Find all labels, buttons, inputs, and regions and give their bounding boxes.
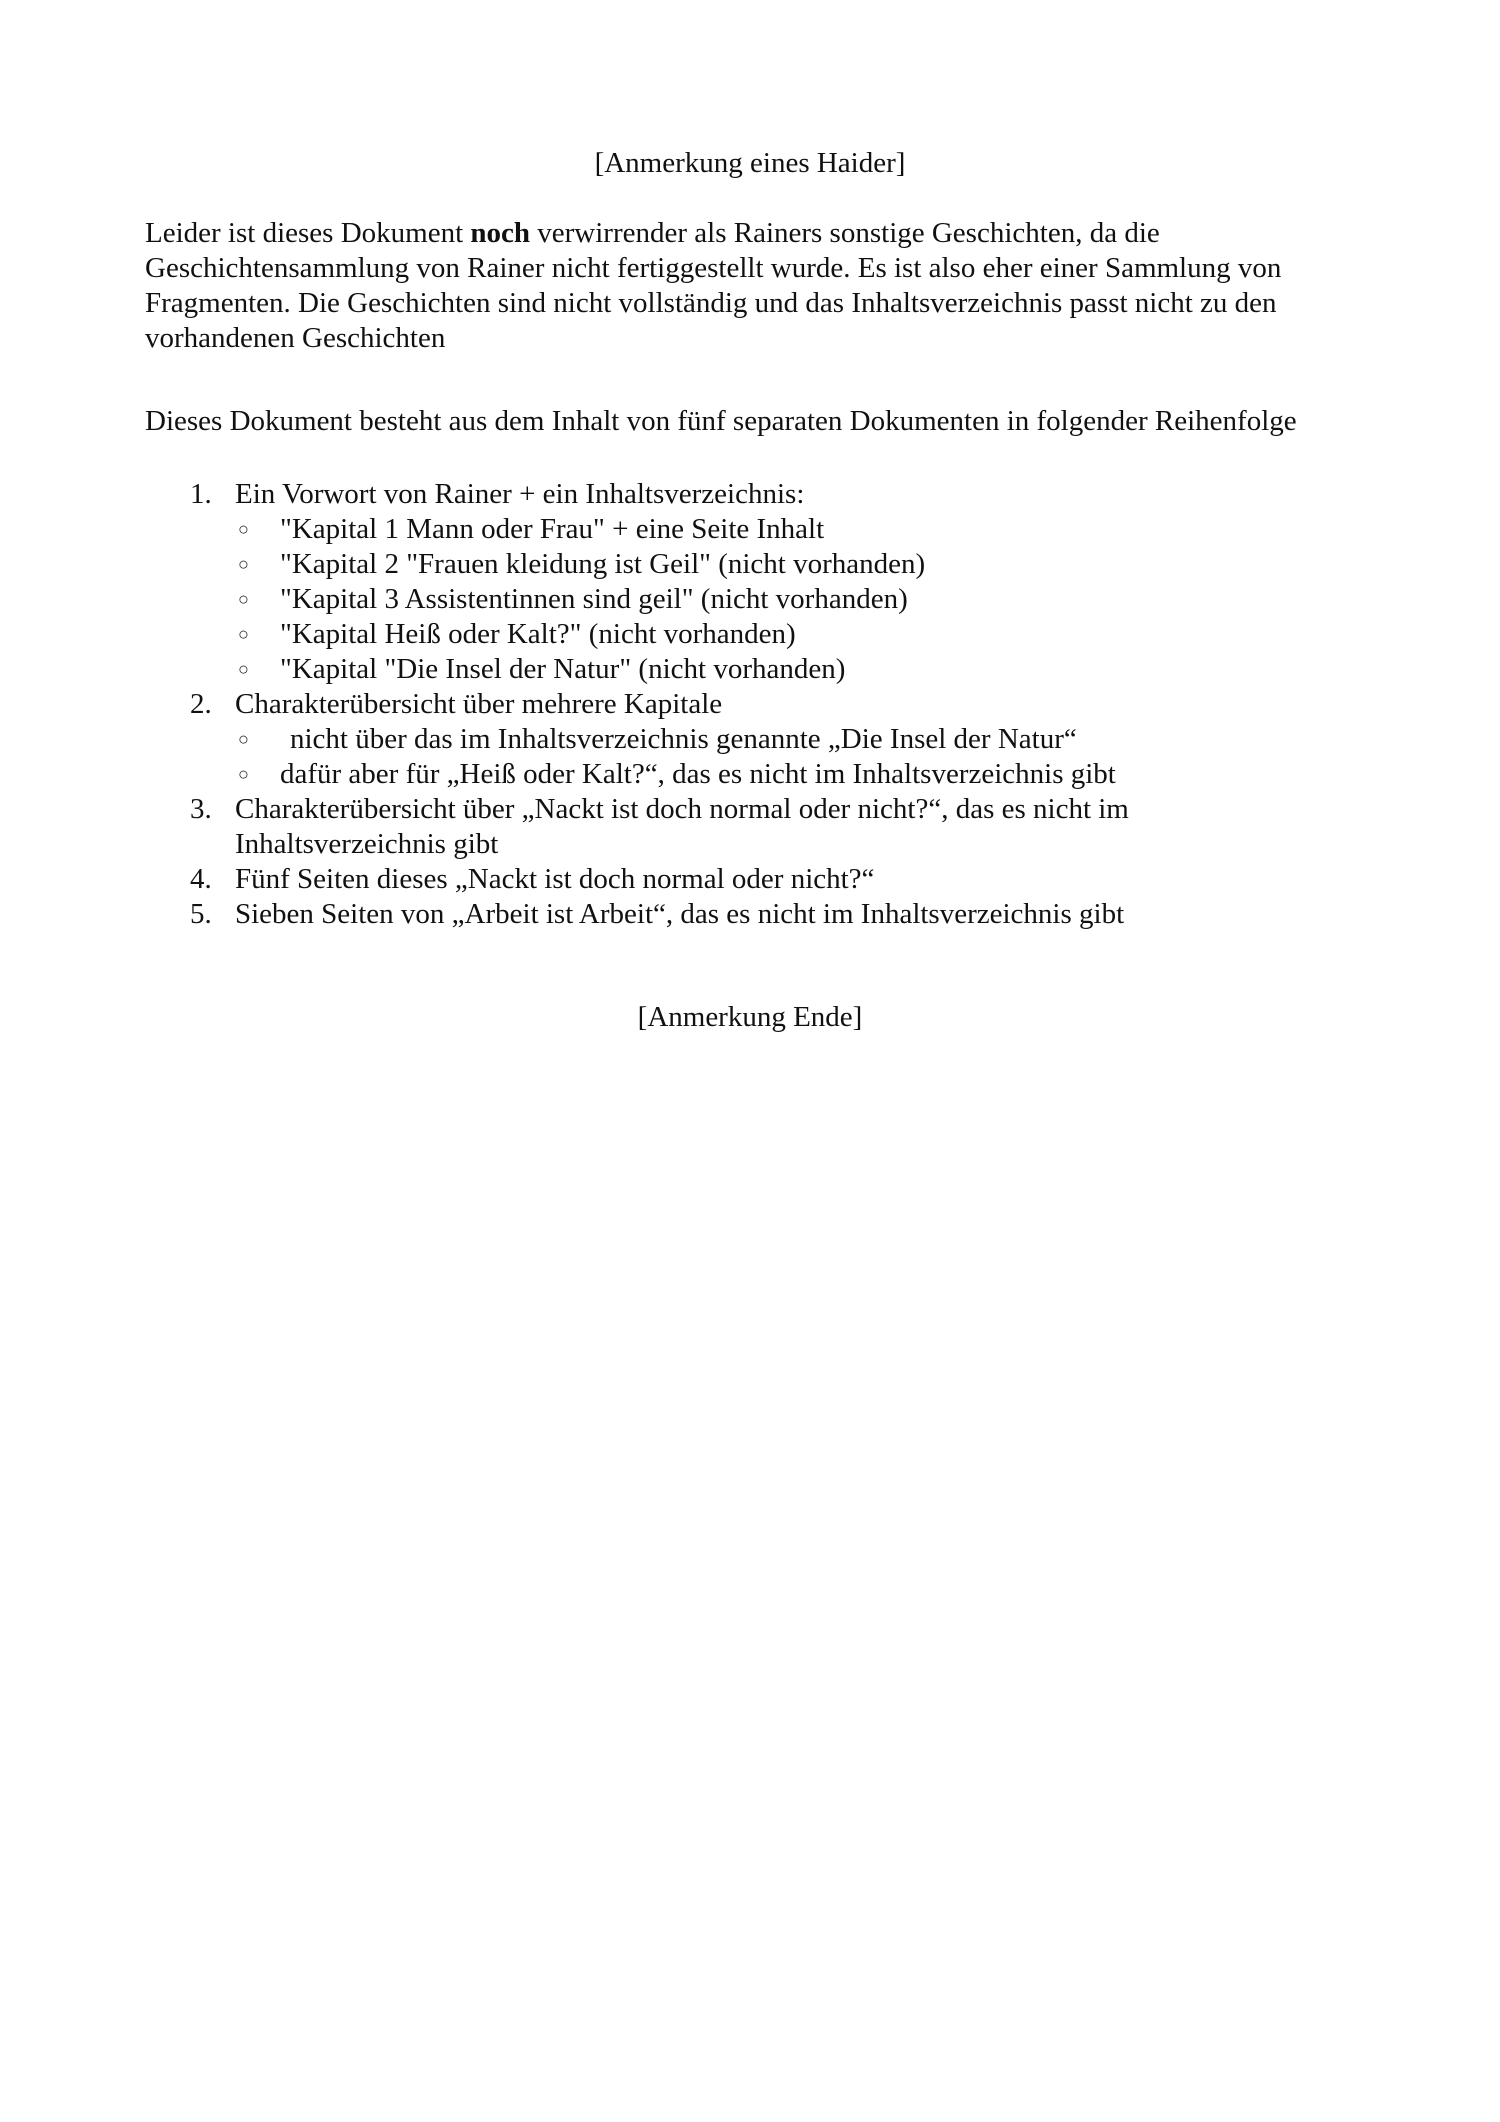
sub-list-item-text: "Kapital 3 Assistentinnen sind geil" (nicht vorhanden) [280, 583, 908, 615]
sub-list-item-text: dafür aber für „Heiß oder Kalt?“, das es nicht im Inhaltsverzeichnis gibt [280, 758, 1116, 790]
circle-bullet-icon: ○ [238, 729, 249, 749]
list-number: 4. [190, 863, 212, 895]
list-item [145, 862, 1345, 897]
order-paragraph: Dieses Dokument besteht aus dem Inhalt von fünf separaten Dokumenten in folgender Reihenfolge [145, 405, 1297, 437]
list-item-text: Ein Vorwort von Rainer + ein Inhaltsverzeichnis: [235, 478, 805, 510]
sub-list-item-text: "Kapital Heiß oder Kalt?" (nicht vorhanden) [280, 618, 796, 650]
sub-list-item [235, 547, 1345, 582]
circle-bullet-icon: ○ [238, 624, 249, 644]
sub-list-item [235, 582, 1345, 617]
sub-list-item [235, 617, 1345, 652]
list-item [145, 687, 1345, 792]
sub-list-item-text: "Kapital 2 "Frauen kleidung ist Geil" (nicht vorhanden) [280, 548, 926, 580]
document-order-list [145, 477, 1345, 932]
intro-text-start: Leider ist dieses Dokument [145, 217, 471, 249]
circle-bullet-icon: ○ [238, 764, 249, 784]
circle-bullet-icon: ○ [238, 554, 249, 574]
sub-list-item-text: "Kapital 1 Mann oder Frau" + eine Seite Inhalt [280, 513, 825, 545]
intro-paragraph [145, 216, 1375, 356]
sub-list-item [235, 512, 1345, 547]
note-heading: [Anmerkung eines Haider] [594, 147, 906, 179]
intro-bold-word: noch [470, 217, 531, 249]
circle-bullet-icon: ○ [238, 519, 249, 539]
list-number: 5. [190, 898, 212, 930]
list-item [145, 897, 1345, 932]
sub-list-item-text: "Kapital "Die Insel der Natur" (nicht vorhanden) [280, 653, 846, 685]
intro-text-rest: verwirrender als Rainers sonstige Geschichten, da die Geschichtensammlung von Rainer nicht fertiggestellt wurde. Es ist also eher einer Sammlung von Fragmenten. Die Geschichten sind nicht vollständig und das Inhaltsverzeichnis passt nicht zu den vorhandenen Geschichten [145, 217, 1282, 354]
list-item-text: Charakterübersicht über „Nackt ist doch normal oder nicht?“, das es nicht im Inhaltsverzeichnis gibt [235, 793, 1129, 860]
note-end-heading: [Anmerkung Ende] [637, 1001, 863, 1033]
list-item-text: Sieben Seiten von „Arbeit ist Arbeit“, das es nicht im Inhaltsverzeichnis gibt [235, 898, 1125, 930]
sub-list-item-text: nicht über das im Inhaltsverzeichnis genannte „Die Insel der Natur“ [290, 723, 1077, 755]
sub-list-item [235, 722, 1345, 757]
circle-bullet-icon: ○ [238, 659, 249, 679]
sub-list-item [235, 652, 1345, 687]
list-item [145, 792, 1345, 862]
list-item-text: Charakterübersicht über mehrere Kapitale [235, 688, 723, 720]
list-item [145, 477, 1345, 687]
circle-bullet-icon: ○ [238, 589, 249, 609]
list-number: 1. [190, 478, 212, 510]
sub-list-item [235, 757, 1345, 792]
list-number: 3. [190, 793, 212, 825]
list-number: 2. [190, 688, 212, 720]
list-item-text: Fünf Seiten dieses „Nackt ist doch normal oder nicht?“ [235, 863, 875, 895]
